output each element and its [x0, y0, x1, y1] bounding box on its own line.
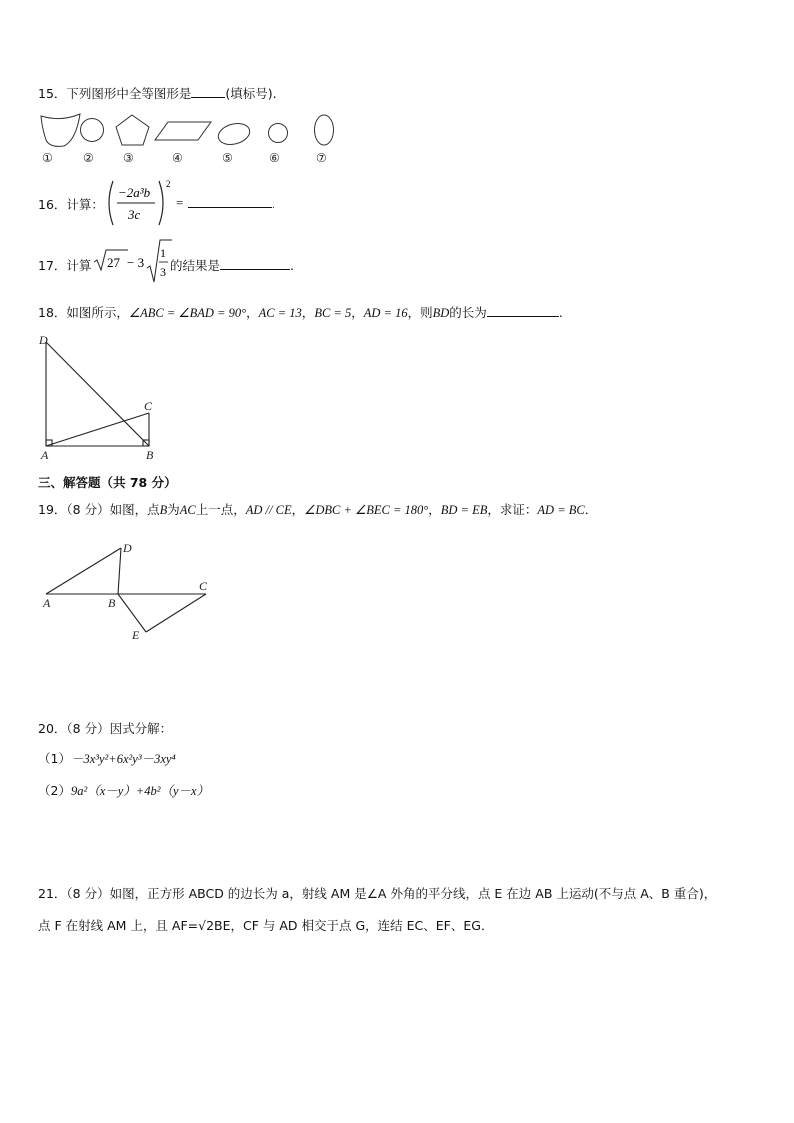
q18-sep2: ，: [301, 305, 315, 320]
q19-b: B: [159, 503, 168, 517]
q21-text-line1: 如图，正方形 ABCD 的边长为 a，射线 AM 是∠A 外角的平分线，点 E 在边 AB 上运动(不与点 A、B 重合)，: [109, 886, 717, 901]
q19-sep1: ，: [291, 502, 305, 517]
shape-2-circle: [81, 119, 104, 142]
q18-bd: BD: [432, 306, 450, 320]
q18-text-a: 如图所示，: [66, 305, 129, 320]
seg-AC: [46, 413, 149, 446]
q15-answer-blank: [191, 85, 225, 98]
q19-sep2: ，: [428, 502, 441, 517]
q19-tail: ．: [584, 502, 598, 517]
q18-ad: AD = 16: [363, 306, 408, 320]
q15-text: 下列图形中全等图形是: [66, 86, 192, 101]
q20-title: 因式分解：: [109, 721, 173, 736]
label-A: A: [41, 448, 49, 462]
q19-text-b: 为: [167, 502, 180, 517]
q16-label: 计算：: [66, 197, 104, 212]
label-B: B: [108, 596, 116, 610]
q17-tail: .: [290, 258, 294, 273]
q16-answer-blank: [188, 195, 272, 208]
q16-numerator: −2a³b: [118, 185, 151, 200]
q20-part1-label: （1）: [38, 751, 71, 766]
label-B: B: [146, 448, 154, 462]
q19-stem: [38, 500, 597, 518]
shape-label-1: ①: [42, 151, 53, 165]
seg-DB: [118, 548, 121, 594]
seg-DB: [46, 342, 149, 446]
q21-line1: [38, 884, 716, 902]
q18-number: 18．: [38, 305, 67, 320]
seg-BE: [118, 594, 146, 632]
q16-fraction: [104, 178, 194, 228]
q18-sep3: ，: [351, 305, 364, 320]
label-A: A: [43, 596, 51, 610]
q21-number: 21．: [38, 886, 67, 901]
q20-part2-label: （2）: [38, 783, 71, 798]
q17-number: 17．: [38, 258, 67, 273]
q18-stem: [38, 303, 563, 321]
seg-AD: [46, 548, 121, 594]
q19-parallel: AD // CE: [245, 503, 292, 517]
q20-part2-expr: 9a²（x－y）+4b²（y－x）: [70, 784, 210, 798]
q19-goal: AD = BC: [537, 503, 585, 517]
shape-label-3: ③: [123, 151, 134, 165]
right-paren: [159, 181, 163, 225]
shape-7-vertical-ellipse: [315, 115, 334, 145]
q16-stem: [38, 195, 104, 213]
q18-figure: [34, 332, 164, 462]
label-D: D: [123, 541, 132, 555]
q20-stem: [38, 719, 172, 737]
q15-text-post: (填标号).: [225, 86, 277, 101]
shape-5-ellipse: [216, 120, 252, 148]
q17-result-text: 的结果是: [170, 258, 221, 273]
q18-text-c: 的长为: [449, 305, 487, 320]
shape-3-pentagon: [116, 115, 149, 145]
q17-stem: [38, 256, 91, 274]
q16-equals: =: [176, 195, 184, 210]
q17-frac-den: 3: [160, 265, 166, 279]
label-E: E: [132, 628, 140, 642]
q17-minus-coef: − 3: [127, 255, 145, 270]
q15-number: 15．: [38, 86, 67, 101]
q19-text-d: ，求证：: [487, 502, 538, 517]
q16-answer: [188, 195, 275, 211]
q17-expression: [92, 238, 172, 284]
left-paren: [109, 181, 113, 225]
q20-part1: [38, 749, 176, 767]
shape-1-curved-trapezoid: [41, 114, 80, 146]
q20-part1-expr: －3x³y²+6x²y³－3xy⁴: [70, 752, 176, 766]
q16-denominator: 3c: [128, 207, 141, 222]
q15-shapes: [36, 110, 346, 170]
q20-part2: [38, 781, 209, 799]
q18-tail: .: [558, 305, 563, 320]
q20-score: （8 分）: [66, 721, 110, 736]
q19-score: （8 分）: [66, 502, 110, 517]
q18-ac: AC = 13: [258, 306, 302, 320]
q21-line2: 点 F 在射线 AM 上，且 AF=√2BE，CF 与 AD 相交于点 G，连结 EC、EF、EG．: [38, 918, 494, 933]
q19-text-a: 如图，点: [109, 502, 160, 517]
q17-frac-num: 1: [160, 246, 166, 260]
q19-bd: BD = EB: [440, 503, 488, 517]
q18-bc: BC = 5: [314, 306, 352, 320]
q17-answer-blank: [220, 257, 290, 270]
section3-title: 三、解答题（共 78 分）: [38, 475, 177, 490]
q17-answer: [170, 256, 294, 274]
label-D: D: [39, 333, 48, 347]
q16-number: 16．: [38, 197, 67, 212]
q19-number: 19．: [38, 502, 67, 517]
label-C: C: [144, 399, 153, 413]
q18-angles: ∠ABC = ∠BAD = 90°: [128, 306, 247, 320]
shape-label-5: ⑤: [222, 151, 233, 165]
shape-label-7: ⑦: [316, 151, 327, 165]
q18-sep1: ，: [246, 305, 259, 320]
shape-6-small-circle: [269, 124, 288, 143]
q17-label: 计算: [66, 258, 92, 273]
label-C: C: [199, 579, 208, 593]
shape-label-4: ④: [172, 151, 183, 165]
shape-4-parallelogram: [155, 122, 211, 140]
q16-power: 2: [166, 179, 171, 189]
q16-tail: .: [272, 201, 275, 211]
q18-text-b: ，则: [407, 305, 433, 320]
q19-figure: [36, 538, 226, 646]
q19-ac: AC: [179, 503, 196, 517]
shape-label-2: ②: [83, 151, 94, 165]
q18-answer-blank: [487, 304, 559, 317]
q19-text-c: 上一点，: [195, 502, 246, 517]
shape-label-6: ⑥: [269, 151, 280, 165]
q15-stem: [38, 84, 277, 102]
q19-angles: ∠DBC + ∠BEC = 180°: [304, 503, 429, 517]
q17-radicand: 27: [107, 255, 120, 270]
q21-score: （8 分）: [66, 886, 110, 901]
q20-number: 20．: [38, 721, 67, 736]
seg-EC: [146, 594, 206, 632]
